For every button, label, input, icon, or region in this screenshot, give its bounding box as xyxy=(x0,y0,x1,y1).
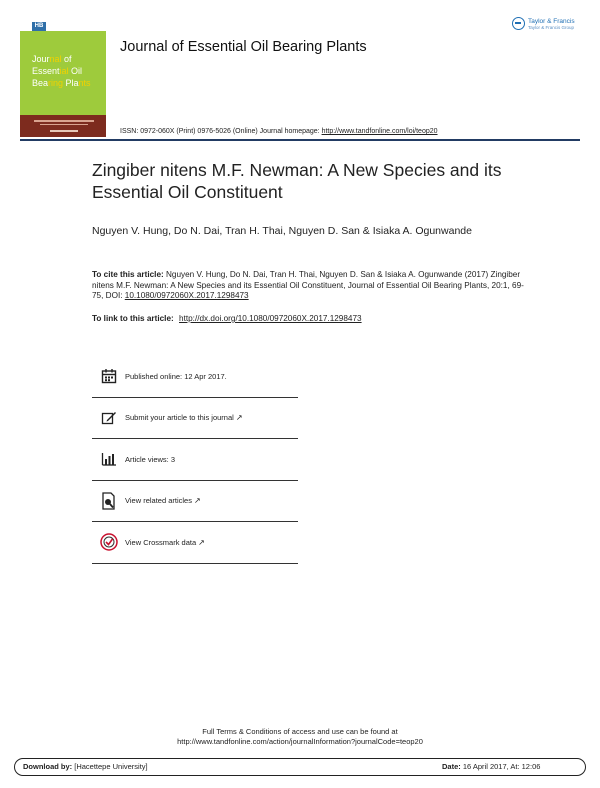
article-doi-url[interactable]: http://dx.doi.org/10.1080/0972060X.2017.1298473 xyxy=(179,314,362,323)
calendar-icon xyxy=(100,367,118,385)
article-meta-list xyxy=(92,356,298,564)
external-link-icon: ↗ xyxy=(235,413,243,423)
related-articles-link[interactable]: View related articles ↗ xyxy=(125,496,201,506)
crossmark-link[interactable]: View Crossmark data ↗ xyxy=(125,537,205,547)
external-link-icon: ↗ xyxy=(193,496,201,506)
issn-line: ISSN: 0972-060X (Print) 0976-5026 (Online) Journal homepage: http://www.tandfonline.com/loi/teop20 xyxy=(120,128,438,135)
cover-header xyxy=(20,19,106,31)
journal-cover xyxy=(20,19,106,137)
publisher-name: Taylor & Francis xyxy=(528,17,575,25)
downloaded-by: Download by: [Hacettepe University] xyxy=(23,762,148,771)
crossmark-row[interactable] xyxy=(92,522,298,564)
cover-title: Journal of Essential Oil Bearing Plants xyxy=(32,54,91,88)
search-document-icon xyxy=(100,492,118,510)
article-authors: Nguyen V. Hung, Do N. Dai, Tran H. Thai, Nguyen D. San & Isiaka A. Ogunwande xyxy=(92,225,472,237)
submit-article-link[interactable]: Submit your article to this journal ↗ xyxy=(125,413,243,423)
crossmark-icon xyxy=(100,533,118,551)
journal-homepage-link[interactable]: http://www.tandfonline.com/loi/teop20 xyxy=(321,128,438,135)
related-row[interactable] xyxy=(92,481,298,523)
views-label: Article views: 3 xyxy=(125,454,176,464)
publisher-logo-icon xyxy=(512,17,525,30)
external-link-icon: ↗ xyxy=(198,537,205,547)
article-title: Zingiber nitens M.F. Newman: A New Species and its Essential Oil Constituent xyxy=(92,160,502,202)
bar-chart-icon xyxy=(100,450,118,468)
views-row xyxy=(92,439,298,481)
edit-icon xyxy=(100,409,118,427)
doi-link[interactable]: 10.1080/0972060X.2017.1298473 xyxy=(124,291,249,300)
cover-band xyxy=(20,115,106,137)
terms-url[interactable]: http://www.tandfonline.com/action/journalInformation?journalCode=teop20 xyxy=(177,737,423,746)
published-label: Published online: 12 Apr 2017. xyxy=(125,371,227,381)
publisher-sub: Taylor & Francis Group xyxy=(528,24,575,30)
terms-line: Full Terms & Conditions of access and use can be found at xyxy=(202,727,398,736)
header-divider xyxy=(20,139,580,141)
cover-logo: HB xyxy=(32,22,46,31)
journal-title: Journal of Essential Oil Bearing Plants xyxy=(120,39,367,55)
download-date: Date: 16 April 2017, At: 12:06 xyxy=(442,762,541,771)
published-row xyxy=(92,356,298,398)
citation: To cite this article: Nguyen V. Hung, Do N. Dai, Tran H. Thai, Nguyen D. San & Isiaka A. Ogunwande (2017) Zingiber nitens M.F. Newman: A New Species and its Essential Oil Constituent, Journal of Essential Oil Bearing Plants, 20:1, 69-75, DOI: 10.1080/0972060X.2017.1298473 xyxy=(92,270,524,300)
submit-row[interactable] xyxy=(92,398,298,440)
article-link-line: To link to this article: http://dx.doi.org/10.1080/0972060X.2017.1298473 xyxy=(92,314,362,323)
download-info-bar xyxy=(14,758,586,776)
terms-note xyxy=(0,727,600,747)
